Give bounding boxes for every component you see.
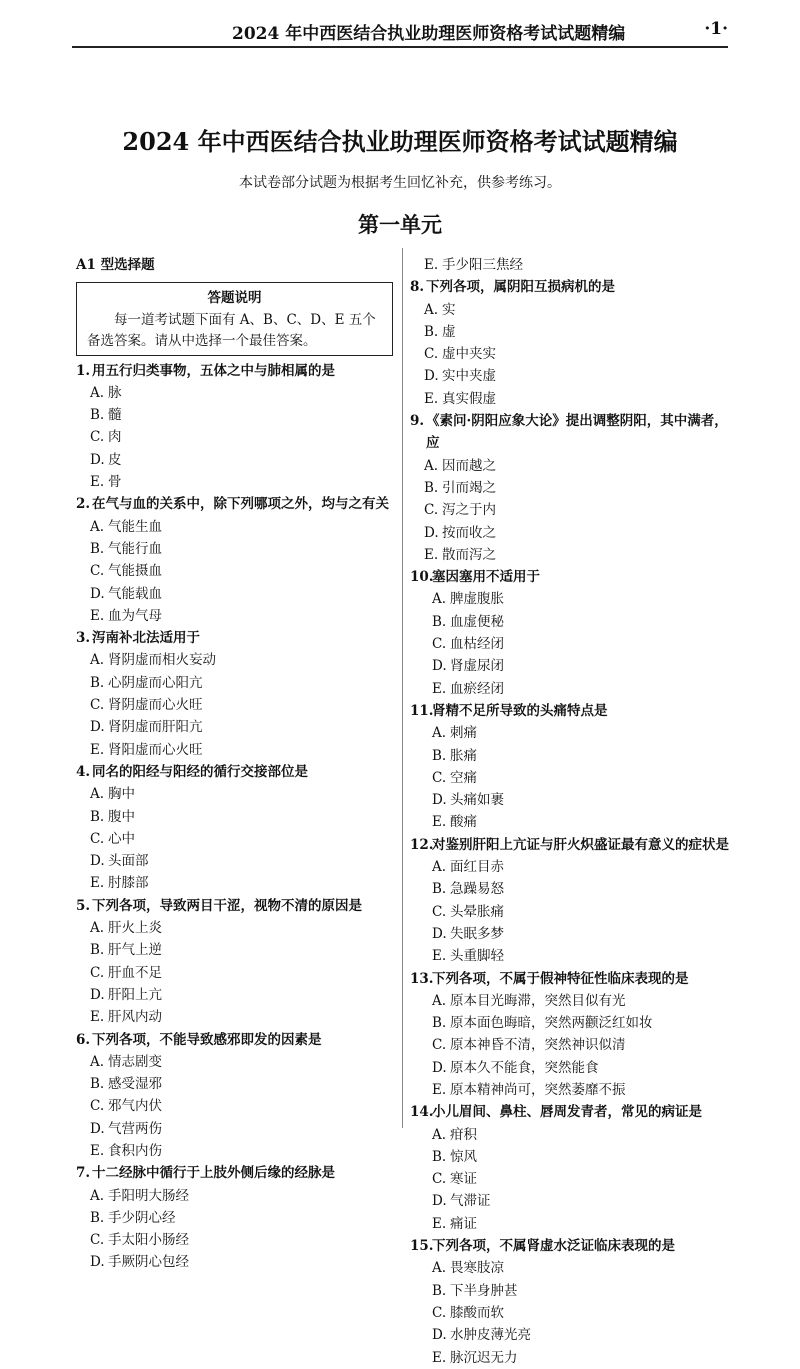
question-2: [76, 493, 394, 627]
question-stem: 泻南补北法适用于: [92, 630, 200, 647]
option-c[interactable]: C. 原本神昏不清，突然神识似清: [432, 1037, 626, 1054]
question-3: [76, 627, 394, 761]
option-c[interactable]: C. 头晕胀痛: [432, 903, 504, 920]
column-divider: [402, 248, 403, 1128]
option-a[interactable]: A. 脉: [90, 384, 122, 401]
option-a[interactable]: A. 畏寒肢凉: [432, 1260, 504, 1277]
option-e[interactable]: E. 痛证: [432, 1215, 477, 1232]
instructions-body: 每一道考试题下面有 A、B、C、D、E 五个备选答案。请从中选择一个最佳答案。: [87, 311, 376, 349]
option-e[interactable]: E. 骨: [90, 474, 122, 491]
page-subtitle: 本试卷部分试题为根据考生回忆补充，供参考练习。: [239, 175, 561, 191]
question-14: [410, 1101, 732, 1235]
option-d[interactable]: D. 按而收之: [424, 524, 496, 541]
option-a[interactable]: A. 情志剧变: [90, 1053, 162, 1070]
question-number: 12.: [410, 836, 434, 853]
question-8: [410, 276, 732, 410]
option-a[interactable]: A. 脾虚腹胀: [432, 591, 504, 608]
question-stem: 小儿眉间、鼻柱、唇周发青者，常见的病证是: [432, 1104, 702, 1121]
option-a[interactable]: A. 刺痛: [432, 725, 477, 742]
option-e[interactable]: E. 食积内伤: [90, 1142, 162, 1159]
question-7: [76, 1162, 394, 1273]
question-stem: 下列各项，不属于假神特征性临床表现的是: [432, 970, 689, 987]
question-number: 13.: [410, 970, 434, 987]
option-c[interactable]: C. 虚中夹实: [424, 346, 496, 363]
option-a[interactable]: A. 气能生血: [90, 518, 162, 535]
question-4: [76, 761, 394, 895]
option-c[interactable]: C. 肉: [90, 429, 122, 446]
section-label: A1 型选择题: [76, 257, 155, 273]
left-column: [76, 254, 394, 1274]
option-b[interactable]: B. 虚: [424, 323, 456, 340]
question-6: [76, 1029, 394, 1163]
option-d[interactable]: D. 皮: [90, 451, 122, 468]
option-e[interactable]: E. 原本精神尚可，突然萎靡不振: [432, 1081, 626, 1098]
question-number: 5.: [76, 897, 91, 914]
question-number: 8.: [410, 279, 425, 296]
question-10: [410, 566, 732, 700]
question-number: 6.: [76, 1031, 91, 1048]
question-1: [76, 360, 394, 494]
question-stem: 下列各项，不属肾虚水泛证临床表现的是: [432, 1238, 675, 1255]
option-b[interactable]: B. 血虚便秘: [432, 613, 504, 630]
option-e[interactable]: E. 肝风内动: [90, 1009, 162, 1026]
option-e[interactable]: E. 肘膝部: [90, 875, 149, 892]
question-stem: 《素问·阴阳应象大论》提出调整阴阳，其中满者，应: [426, 413, 728, 452]
question-stem: 下列各项，属阴阳互损病机的是: [426, 279, 615, 296]
option-b[interactable]: B. 感受湿邪: [90, 1076, 162, 1093]
option-d[interactable]: D. 气能载血: [90, 585, 162, 602]
option-e[interactable]: E. 真实假虚: [424, 390, 496, 407]
question-13: [410, 968, 732, 1102]
option-c[interactable]: C. 空痛: [432, 769, 477, 786]
page-number: ·1·: [704, 19, 728, 39]
question-stem: 肾精不足所导致的头痛特点是: [432, 702, 608, 719]
option-b[interactable]: B. 胀痛: [432, 747, 477, 764]
option-c[interactable]: C. 气能摄血: [90, 563, 162, 580]
option-e[interactable]: E. 酸痛: [432, 814, 477, 831]
option-a[interactable]: A. 肾阴虚而相火妄动: [90, 652, 216, 669]
option-c[interactable]: C. 膝酸而软: [432, 1304, 504, 1321]
page-title: 2024 年中西医结合执业助理医师资格考试试题精编: [122, 127, 678, 156]
option-c[interactable]: C. 邪气内伏: [90, 1098, 162, 1115]
question-number: 11.: [410, 702, 434, 719]
question-9: [410, 410, 732, 566]
option-c[interactable]: C. 泻之于内: [424, 502, 496, 519]
question-stem: 对鉴别肝阳上亢证与肝火炽盛证最有意义的症状是: [432, 836, 729, 853]
option-d[interactable]: D. 气营两伤: [90, 1120, 162, 1137]
question-11: [410, 700, 732, 834]
option-b[interactable]: B. 心阴虚而心阳亢: [90, 674, 203, 691]
option-b[interactable]: B. 惊风: [432, 1148, 477, 1165]
question-number: 9.: [410, 413, 425, 430]
question-stem: 十二经脉中循行于上肢外侧后缘的经脉是: [92, 1165, 335, 1182]
option-b[interactable]: B. 引而竭之: [424, 479, 496, 496]
option-d[interactable]: D. 手厥阴心包经: [90, 1254, 189, 1271]
option-c[interactable]: C. 手太阳小肠经: [90, 1232, 189, 1249]
question-number: 14.: [410, 1104, 434, 1121]
option-b[interactable]: B. 髓: [90, 407, 122, 424]
instructions-box: [76, 282, 393, 355]
option-d[interactable]: D. 实中夹虚: [424, 368, 496, 385]
question-stem: 下列各项，导致两目干涩，视物不清的原因是: [92, 897, 362, 914]
option-e[interactable]: E. 头重脚轻: [432, 948, 504, 965]
question-5: [76, 895, 394, 1029]
question-stem: 用五行归类事物，五体之中与肺相属的是: [92, 362, 335, 379]
option-a[interactable]: A. 手阳明大肠经: [90, 1187, 189, 1204]
option-d[interactable]: D. 头痛如裹: [432, 792, 504, 809]
option-d[interactable]: D. 原本久不能食，突然能食: [432, 1059, 599, 1076]
option-a[interactable]: A. 实: [424, 301, 456, 318]
option-a[interactable]: A. 面红目赤: [432, 859, 504, 876]
option-e[interactable]: E. 脉沉迟无力: [432, 1349, 518, 1366]
question-stem: 在气与血的关系中，除下列哪项之外，均与之有关: [92, 496, 389, 513]
question-12: [410, 834, 732, 968]
option-a[interactable]: A. 胸中: [90, 786, 135, 803]
option-d[interactable]: D. 失眠多梦: [432, 925, 504, 942]
question-number: 4.: [76, 763, 91, 780]
option-e[interactable]: E. 肾阳虚而心火旺: [90, 741, 203, 758]
option-e[interactable]: E. 散而泻之: [424, 546, 496, 563]
option-e[interactable]: E. 血瘀经闭: [432, 680, 504, 697]
question-stem: 塞因塞用不适用于: [432, 569, 540, 586]
instructions-title: 答题说明: [207, 290, 262, 307]
question-7-continued: [410, 254, 732, 276]
question-number: 2.: [76, 496, 91, 513]
option-b[interactable]: B. 原本面色晦暗，突然两颧泛红如妆: [432, 1015, 653, 1032]
option-e[interactable]: E. 手少阳三焦经: [424, 257, 523, 273]
question-number: 1.: [76, 362, 91, 379]
option-d[interactable]: D. 肾阴虚而肝阳亢: [90, 719, 203, 736]
option-a[interactable]: A. 肝火上炎: [90, 920, 162, 937]
option-d[interactable]: D. 肝阳上亢: [90, 986, 162, 1003]
option-b[interactable]: B. 下半身肿甚: [432, 1282, 518, 1299]
option-c[interactable]: C. 心中: [90, 830, 135, 847]
option-d[interactable]: D. 水肿皮薄光亮: [432, 1327, 531, 1344]
option-b[interactable]: B. 气能行血: [90, 540, 162, 557]
option-d[interactable]: D. 头面部: [90, 853, 149, 870]
question-stem: 同名的阳经与阳经的循行交接部位是: [92, 763, 308, 780]
right-column: [410, 254, 732, 1369]
option-c[interactable]: C. 肝血不足: [90, 964, 162, 981]
option-b[interactable]: B. 急躁易怒: [432, 881, 504, 898]
option-b[interactable]: B. 手少阴心经: [90, 1209, 176, 1226]
option-a[interactable]: A. 疳积: [432, 1126, 477, 1143]
option-c[interactable]: C. 肾阴虚而心火旺: [90, 697, 203, 714]
option-c[interactable]: C. 寒证: [432, 1171, 477, 1188]
option-a[interactable]: A. 原本目光晦滞，突然目似有光: [432, 992, 626, 1009]
question-number: 3.: [76, 630, 91, 647]
running-title: 2024 年中西医结合执业助理医师资格考试试题精编: [232, 24, 626, 44]
question-15: [410, 1235, 732, 1369]
running-header: [72, 16, 728, 48]
option-b[interactable]: B. 腹中: [90, 808, 135, 825]
option-c[interactable]: C. 血枯经闭: [432, 636, 504, 653]
option-d[interactable]: D. 肾虚尿闭: [432, 658, 504, 675]
option-d[interactable]: D. 气滞证: [432, 1193, 491, 1210]
option-b[interactable]: B. 肝气上逆: [90, 942, 162, 959]
option-a[interactable]: A. 因而越之: [424, 457, 496, 474]
question-number: 7.: [76, 1165, 91, 1182]
question-number: 15.: [410, 1238, 434, 1255]
option-e[interactable]: E. 血为气母: [90, 607, 162, 624]
unit-title: 第一单元: [358, 212, 442, 237]
question-stem: 下列各项，不能导致感邪即发的因素是: [92, 1031, 322, 1048]
question-number: 10.: [410, 569, 434, 586]
